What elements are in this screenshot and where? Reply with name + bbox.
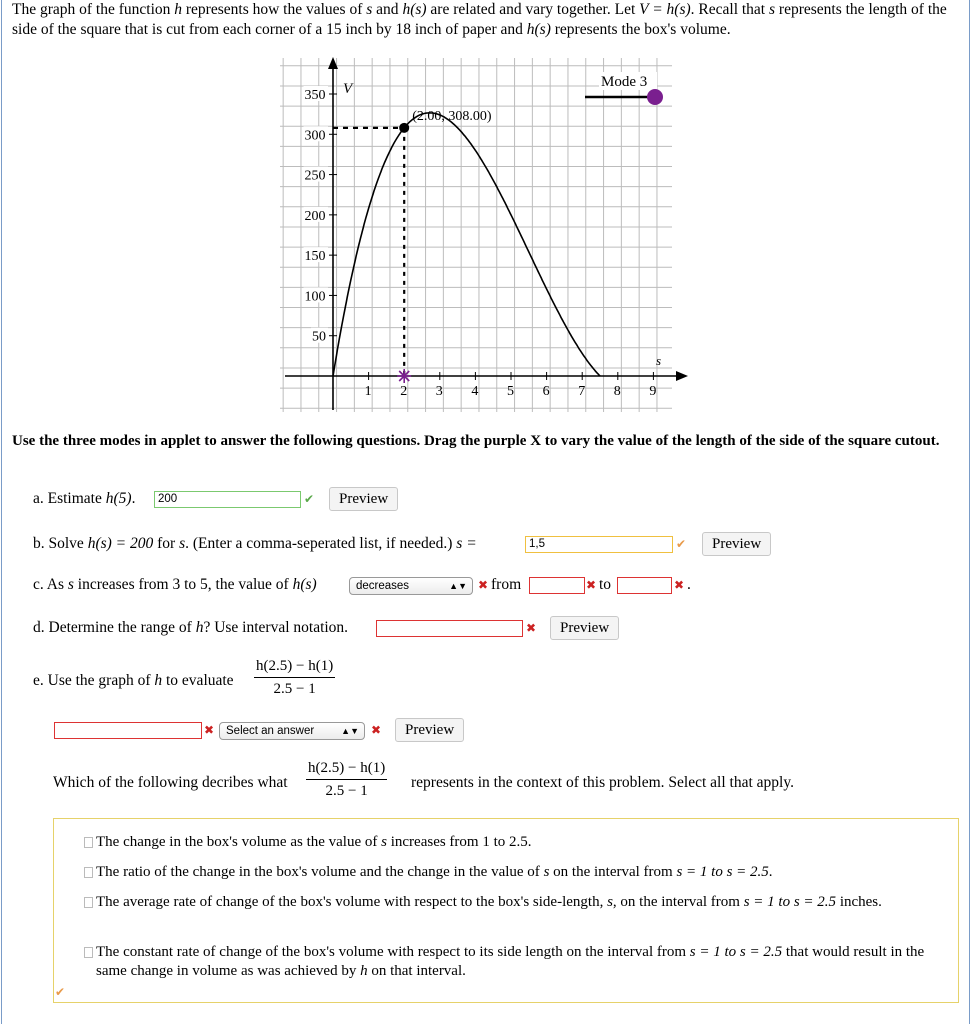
opt-text: inches. xyxy=(836,894,882,910)
intro-text: represents the box's volume. xyxy=(550,21,731,38)
qb-expr: h(s) = 200 xyxy=(87,535,154,552)
opt-text: , on the interval from xyxy=(612,894,744,910)
qb-s: s xyxy=(179,535,186,552)
x-tick-label: 8 xyxy=(613,384,621,399)
question-f-suffix: represents in the context of this problem. Select all that apply. xyxy=(411,774,794,791)
opt-text: . xyxy=(768,864,773,880)
to-label: to xyxy=(599,576,612,593)
preview-a-button[interactable]: Preview xyxy=(329,487,398,511)
opt-text: The average rate of change of the box's volume with respect to the box's side-length, xyxy=(96,894,608,910)
option-2-checkbox[interactable] xyxy=(84,867,93,878)
option-3-checkbox[interactable] xyxy=(84,897,93,908)
volume-curve xyxy=(333,113,600,376)
incorrect-x-icon: ✖ xyxy=(674,578,685,592)
incorrect-x-icon: ✖ xyxy=(204,723,215,737)
y-tick-label: 150 xyxy=(304,249,326,265)
qd-h: h xyxy=(195,619,204,636)
y-tick-label: 300 xyxy=(304,128,326,144)
preview-d-button[interactable]: Preview xyxy=(550,616,619,640)
qb-text: for xyxy=(153,535,180,552)
y-tick-label: 100 xyxy=(304,289,326,305)
answer-b-input[interactable]: 1,5 xyxy=(525,536,673,553)
answer-a-input[interactable]: 200 xyxy=(154,491,301,508)
x-tick-label: 3 xyxy=(435,384,443,399)
answer-c-to-input[interactable] xyxy=(617,577,672,594)
period: . xyxy=(687,576,691,593)
preview-b-button[interactable]: Preview xyxy=(702,532,771,556)
y-tick-label: 50 xyxy=(312,329,326,345)
math-s: s xyxy=(769,1,776,18)
intro-text: The graph of the function xyxy=(12,1,175,18)
opt-text: The ratio of the change in the box's volume and the change in the value of xyxy=(96,864,544,880)
qc-text: increases from 3 to 5, the value of xyxy=(73,576,293,593)
question-d xyxy=(33,619,348,637)
qe-h: h xyxy=(154,672,163,689)
question-a xyxy=(33,490,135,508)
question-e xyxy=(33,672,234,690)
option-4-checkbox[interactable] xyxy=(84,947,93,958)
question-c xyxy=(33,576,317,594)
select-arrows-icon: ▲▼ xyxy=(449,581,467,591)
x-tick-label: 2 xyxy=(400,384,408,399)
fraction-numerator: h(2.5) − h(1) xyxy=(306,760,387,780)
answer-e-input[interactable] xyxy=(54,722,202,739)
opt-math: s = 1 to s = 2.5 xyxy=(689,944,783,960)
answer-c-from-input[interactable] xyxy=(529,577,585,594)
y-tick-label: 250 xyxy=(304,168,326,184)
qe-fraction xyxy=(254,658,335,698)
qc-text: c. As xyxy=(33,576,68,593)
correct-check-icon: ✔ xyxy=(304,492,315,506)
qc-s: s xyxy=(67,576,74,593)
graph-applet[interactable] xyxy=(0,0,973,430)
option-3-label[interactable] xyxy=(96,893,946,912)
math-v-eq: V = h(s) xyxy=(639,1,691,18)
select-value: Select an answer xyxy=(226,725,315,737)
intro-text: and xyxy=(372,1,403,18)
opt-math: s xyxy=(543,864,550,880)
qa-text: a. Estimate xyxy=(33,490,106,507)
question-f: Which of the following decribes what xyxy=(53,774,288,791)
partial-check-icon: ✔ xyxy=(676,537,687,551)
math-s: s xyxy=(366,1,373,18)
s-axis-label: s xyxy=(656,353,662,368)
from-label: from xyxy=(491,576,522,593)
preview-e-button[interactable]: Preview xyxy=(395,718,464,742)
qe-text: to evaluate xyxy=(162,672,234,689)
opt-text: that would result in the same change in volume as was achieved by xyxy=(96,944,925,979)
incorrect-x-icon: ✖ xyxy=(586,578,597,592)
opt-math: s xyxy=(381,834,387,850)
incorrect-x-icon: ✖ xyxy=(478,578,489,592)
qc-expr: h(s) xyxy=(292,576,317,593)
select-arrows-icon: ▲▼ xyxy=(341,726,359,736)
qe-text: e. Use the graph of xyxy=(33,672,155,689)
answer-c-select[interactable] xyxy=(349,577,473,595)
y-tick-label: 200 xyxy=(304,208,326,224)
opt-text: The change in the box's volume as the value of xyxy=(96,834,382,850)
x-tick-label: 9 xyxy=(649,384,657,399)
mode-slider-handle[interactable] xyxy=(647,89,663,105)
qf-fraction xyxy=(306,760,387,800)
fraction-denominator: 2.5 − 1 xyxy=(325,783,368,799)
qb-text: . (Enter a comma-seperated list, if needed.) xyxy=(185,535,457,552)
opt-text: increases from 1 to 2.5. xyxy=(386,834,532,850)
math-hs: h(s) xyxy=(402,1,427,18)
qb-seq: s = xyxy=(456,535,477,552)
qd-text: d. Determine the range of xyxy=(33,619,196,636)
answer-d-input[interactable] xyxy=(376,620,523,637)
opt-text: on the interval from xyxy=(549,864,677,880)
x-tick-label: 5 xyxy=(507,384,514,399)
point-label: (2.00, 308.00) xyxy=(412,108,492,124)
mode-label: Mode 3 xyxy=(601,74,648,90)
select-value: decreases xyxy=(356,580,410,592)
option-4-label[interactable] xyxy=(96,943,946,981)
incorrect-x-icon: ✖ xyxy=(526,621,537,635)
opt-math: s = 1 to s = 2.5 xyxy=(676,864,769,880)
question-b xyxy=(33,535,477,553)
opt-text: The constant rate of change of the box's volume with respect to its side length on the interval from xyxy=(96,944,690,960)
option-2-label[interactable] xyxy=(96,863,946,882)
x-tick-label: 7 xyxy=(578,384,586,399)
qa-expr: h(5) xyxy=(105,490,132,507)
math-h: h xyxy=(174,1,183,18)
instructions: Use the three modes in applet to answer the following questions. Drag the purple X to vary the value of the length of the side of the square cutout. xyxy=(12,433,940,449)
opt-math: s xyxy=(607,894,613,910)
qb-text: b. Solve xyxy=(33,535,88,552)
incorrect-x-icon: ✖ xyxy=(371,723,382,737)
fraction-denominator: 2.5 − 1 xyxy=(273,681,316,697)
intro-text: represents the length of the side of the square that is cut from each corner of a 15 inch by 18 inch of paper and xyxy=(12,1,947,38)
y-tick-label: 350 xyxy=(304,88,326,104)
marked-point xyxy=(399,123,409,133)
v-axis-label: V xyxy=(343,81,353,97)
drag-x-handle[interactable] xyxy=(397,369,411,383)
option-1-label[interactable] xyxy=(96,833,946,852)
qd-text: ? Use interval notation. xyxy=(203,619,349,636)
opt-math: h xyxy=(360,963,368,979)
intro-text: represents how the values of xyxy=(182,1,367,18)
answer-e-units-select[interactable] xyxy=(219,722,365,740)
math-hs: h(s) xyxy=(526,21,551,38)
opt-text: on that interval. xyxy=(367,963,466,979)
fraction-numerator: h(2.5) − h(1) xyxy=(254,658,335,678)
opt-math: s = 1 to s = 2.5 xyxy=(743,894,837,910)
x-axis-arrow xyxy=(676,371,688,381)
partial-check-icon: ✔ xyxy=(55,985,66,999)
x-tick-label: 1 xyxy=(364,384,372,399)
x-tick-label: 6 xyxy=(542,384,550,399)
option-1-checkbox[interactable] xyxy=(84,837,93,848)
intro-text: . Recall that xyxy=(690,1,769,18)
intro-text: are related and vary together. Let xyxy=(426,1,640,18)
qa-text: . xyxy=(131,490,136,507)
x-tick-label: 4 xyxy=(471,384,479,399)
